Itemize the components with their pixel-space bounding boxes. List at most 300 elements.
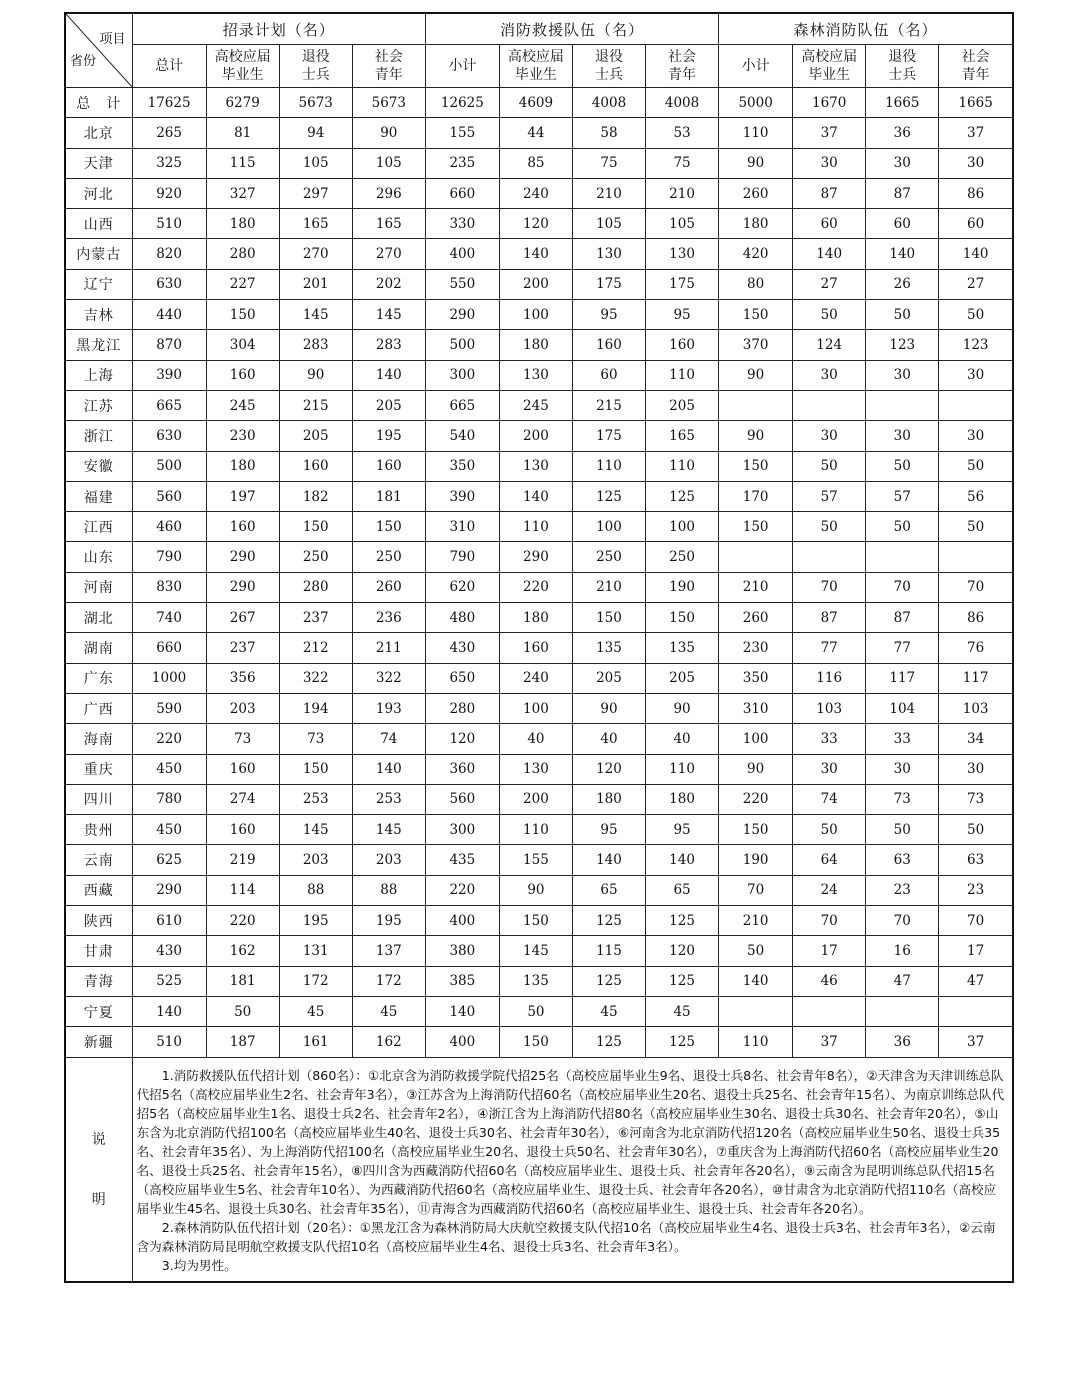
value-cell: 37 — [793, 1027, 866, 1057]
value-cell: 325 — [132, 148, 206, 178]
value-cell: 267 — [206, 603, 279, 633]
province-row — [65, 512, 1013, 542]
value-cell: 123 — [939, 330, 1013, 360]
value-cell: 625 — [132, 845, 206, 875]
province-name: 广东 — [65, 663, 132, 693]
value-cell: 30 — [793, 148, 866, 178]
value-cell: 160 — [206, 815, 279, 845]
value-cell: 180 — [206, 451, 279, 481]
value-cell: 430 — [425, 633, 499, 663]
value-cell: 50 — [206, 996, 279, 1026]
value-cell: 73 — [866, 784, 939, 814]
subheader-cell: 退役 士兵 — [279, 45, 352, 88]
value-cell: 124 — [793, 330, 866, 360]
value-cell: 150 — [719, 451, 793, 481]
value-cell: 380 — [425, 936, 499, 966]
value-cell: 160 — [646, 330, 719, 360]
value-cell: 110 — [646, 754, 719, 784]
province-row — [65, 542, 1013, 572]
value-cell: 117 — [866, 663, 939, 693]
value-cell: 57 — [793, 481, 866, 511]
value-cell: 210 — [572, 178, 645, 208]
value-cell: 36 — [866, 1027, 939, 1057]
value-cell: 77 — [793, 633, 866, 663]
value-cell: 660 — [132, 633, 206, 663]
value-cell: 37 — [793, 118, 866, 148]
value-cell: 75 — [572, 148, 645, 178]
value-cell: 131 — [279, 936, 352, 966]
value-cell: 50 — [793, 512, 866, 542]
value-cell: 150 — [499, 906, 572, 936]
value-cell: 510 — [132, 1027, 206, 1057]
value-cell: 322 — [352, 663, 425, 693]
value-cell: 103 — [939, 693, 1013, 723]
value-cell: 180 — [572, 784, 645, 814]
value-cell: 50 — [939, 300, 1013, 330]
value-cell: 780 — [132, 784, 206, 814]
value-cell: 130 — [499, 451, 572, 481]
value-cell: 125 — [646, 1027, 719, 1057]
value-cell: 260 — [719, 603, 793, 633]
value-cell: 140 — [793, 239, 866, 269]
value-cell: 205 — [572, 663, 645, 693]
value-cell: 88 — [352, 875, 425, 905]
value-cell: 165 — [279, 209, 352, 239]
value-cell: 165 — [352, 209, 425, 239]
value-cell: 105 — [279, 148, 352, 178]
value-cell: 50 — [499, 996, 572, 1026]
value-cell: 820 — [132, 239, 206, 269]
value-cell: 175 — [646, 269, 719, 299]
value-cell: 210 — [719, 572, 793, 602]
value-cell: 205 — [279, 421, 352, 451]
value-cell: 70 — [793, 906, 866, 936]
value-cell: 230 — [206, 421, 279, 451]
subheader-cell: 高校应届 毕业生 — [499, 45, 572, 88]
value-cell — [939, 996, 1013, 1026]
value-cell: 265 — [132, 118, 206, 148]
value-cell: 180 — [719, 209, 793, 239]
value-cell: 110 — [646, 451, 719, 481]
value-cell: 103 — [793, 693, 866, 723]
value-cell: 237 — [206, 633, 279, 663]
value-cell: 283 — [279, 330, 352, 360]
subheader-cell: 小计 — [425, 45, 499, 88]
value-cell: 180 — [499, 603, 572, 633]
value-cell: 50 — [939, 815, 1013, 845]
province-name: 北京 — [65, 118, 132, 148]
value-cell: 63 — [866, 845, 939, 875]
value-cell: 17 — [939, 936, 1013, 966]
value-cell: 58 — [572, 118, 645, 148]
value-cell: 290 — [206, 542, 279, 572]
value-cell: 172 — [352, 966, 425, 996]
value-cell: 260 — [352, 572, 425, 602]
value-cell: 435 — [425, 845, 499, 875]
subheader-cell: 小计 — [719, 45, 793, 88]
value-cell — [939, 542, 1013, 572]
value-cell: 210 — [719, 906, 793, 936]
province-row — [65, 451, 1013, 481]
value-cell: 117 — [939, 663, 1013, 693]
value-cell: 610 — [132, 906, 206, 936]
value-cell: 24 — [793, 875, 866, 905]
value-cell: 150 — [646, 603, 719, 633]
value-cell: 1670 — [793, 88, 866, 118]
value-cell: 215 — [572, 390, 645, 420]
value-cell: 274 — [206, 784, 279, 814]
note-paragraph-2: 2.森林消防队伍代招计划（20名）：①黑龙江含为森林消防局大庆航空救援支队代招10名（高校应届毕业生4名、退役士兵3名、社会青年3名），②云南含为森林消防局昆明航空救援支队代招10名（高校应届毕业生4名、退役士兵3名、社会青年3名）。 — [136, 1219, 996, 1254]
value-cell: 150 — [719, 300, 793, 330]
province-name: 西藏 — [65, 875, 132, 905]
value-cell — [793, 996, 866, 1026]
value-cell: 790 — [425, 542, 499, 572]
province-row — [65, 875, 1013, 905]
value-cell: 33 — [866, 724, 939, 754]
value-cell: 150 — [499, 1027, 572, 1057]
value-cell: 23 — [866, 875, 939, 905]
province-name: 辽宁 — [65, 269, 132, 299]
value-cell: 1000 — [132, 663, 206, 693]
value-cell: 104 — [866, 693, 939, 723]
province-name: 吉林 — [65, 300, 132, 330]
value-cell: 500 — [132, 451, 206, 481]
value-cell: 95 — [646, 815, 719, 845]
value-cell: 30 — [793, 360, 866, 390]
value-cell: 270 — [352, 239, 425, 269]
value-cell — [793, 542, 866, 572]
value-cell: 140 — [719, 966, 793, 996]
value-cell: 94 — [279, 118, 352, 148]
value-cell: 115 — [206, 148, 279, 178]
value-cell: 210 — [646, 178, 719, 208]
province-name: 湖南 — [65, 633, 132, 663]
province-row — [65, 330, 1013, 360]
value-cell: 140 — [499, 481, 572, 511]
value-cell: 125 — [572, 1027, 645, 1057]
value-cell: 150 — [206, 300, 279, 330]
value-cell: 182 — [279, 481, 352, 511]
value-cell: 290 — [425, 300, 499, 330]
value-cell: 100 — [572, 512, 645, 542]
subheader-cell: 退役 士兵 — [572, 45, 645, 88]
value-cell: 5673 — [352, 88, 425, 118]
subheader-cell: 社会 青年 — [352, 45, 425, 88]
value-cell: 300 — [425, 360, 499, 390]
value-cell: 4609 — [499, 88, 572, 118]
value-cell: 160 — [499, 633, 572, 663]
value-cell: 385 — [425, 966, 499, 996]
value-cell: 105 — [646, 209, 719, 239]
value-cell: 215 — [279, 390, 352, 420]
province-row — [65, 421, 1013, 451]
value-cell: 30 — [939, 754, 1013, 784]
value-cell: 60 — [939, 209, 1013, 239]
province-row — [65, 724, 1013, 754]
value-cell: 190 — [646, 572, 719, 602]
value-cell: 197 — [206, 481, 279, 511]
value-cell: 123 — [866, 330, 939, 360]
province-row — [65, 300, 1013, 330]
value-cell: 237 — [279, 603, 352, 633]
province-name: 天津 — [65, 148, 132, 178]
table-body — [65, 88, 1013, 1058]
value-cell: 95 — [572, 815, 645, 845]
value-cell: 50 — [793, 300, 866, 330]
value-cell: 30 — [939, 360, 1013, 390]
value-cell: 135 — [572, 633, 645, 663]
value-cell — [719, 390, 793, 420]
province-row — [65, 118, 1013, 148]
value-cell: 74 — [793, 784, 866, 814]
note-paragraph-3: 3.均为男性。 — [161, 1257, 237, 1273]
value-cell: 160 — [279, 451, 352, 481]
value-cell: 327 — [206, 178, 279, 208]
group-header-fire-rescue: 消防救援队伍（名） — [425, 13, 718, 45]
value-cell: 30 — [793, 421, 866, 451]
value-cell: 5673 — [279, 88, 352, 118]
province-row — [65, 603, 1013, 633]
value-cell: 90 — [499, 875, 572, 905]
subheader-cell: 高校应届 毕业生 — [206, 45, 279, 88]
value-cell: 17 — [793, 936, 866, 966]
value-cell: 296 — [352, 178, 425, 208]
value-cell: 125 — [572, 481, 645, 511]
subheader-cell: 高校应届 毕业生 — [793, 45, 866, 88]
province-row — [65, 693, 1013, 723]
province-name: 海南 — [65, 724, 132, 754]
value-cell: 85 — [499, 148, 572, 178]
province-name: 青海 — [65, 966, 132, 996]
value-cell: 210 — [572, 572, 645, 602]
value-cell: 65 — [646, 875, 719, 905]
value-cell — [939, 390, 1013, 420]
value-cell: 50 — [793, 815, 866, 845]
value-cell: 525 — [132, 966, 206, 996]
value-cell: 236 — [352, 603, 425, 633]
value-cell: 90 — [719, 754, 793, 784]
value-cell: 195 — [352, 421, 425, 451]
value-cell: 870 — [132, 330, 206, 360]
value-cell: 50 — [866, 512, 939, 542]
province-row — [65, 572, 1013, 602]
value-cell: 86 — [939, 603, 1013, 633]
value-cell: 33 — [793, 724, 866, 754]
province-name: 山西 — [65, 209, 132, 239]
value-cell: 125 — [646, 906, 719, 936]
value-cell: 120 — [646, 936, 719, 966]
value-cell: 245 — [499, 390, 572, 420]
value-cell: 165 — [646, 421, 719, 451]
province-row — [65, 360, 1013, 390]
value-cell: 70 — [793, 572, 866, 602]
value-cell: 620 — [425, 572, 499, 602]
province-name: 上海 — [65, 360, 132, 390]
value-cell: 195 — [279, 906, 352, 936]
value-cell: 40 — [572, 724, 645, 754]
value-cell: 250 — [646, 542, 719, 572]
value-cell: 240 — [499, 663, 572, 693]
value-cell: 90 — [352, 118, 425, 148]
subheader-row — [65, 45, 1013, 88]
value-cell: 125 — [646, 481, 719, 511]
value-cell: 50 — [866, 451, 939, 481]
value-cell: 220 — [425, 875, 499, 905]
province-row — [65, 390, 1013, 420]
value-cell: 130 — [646, 239, 719, 269]
value-cell: 150 — [352, 512, 425, 542]
value-cell: 145 — [279, 815, 352, 845]
value-cell: 390 — [425, 481, 499, 511]
value-cell — [793, 390, 866, 420]
value-cell: 253 — [279, 784, 352, 814]
value-cell: 115 — [572, 936, 645, 966]
value-cell: 550 — [425, 269, 499, 299]
province-name: 黑龙江 — [65, 330, 132, 360]
value-cell: 240 — [499, 178, 572, 208]
value-cell: 187 — [206, 1027, 279, 1057]
value-cell: 16 — [866, 936, 939, 966]
value-cell: 70 — [866, 906, 939, 936]
value-cell: 86 — [939, 178, 1013, 208]
value-cell: 73 — [939, 784, 1013, 814]
value-cell: 194 — [279, 693, 352, 723]
province-name: 新疆 — [65, 1027, 132, 1057]
recruitment-table — [64, 12, 1014, 1283]
value-cell: 310 — [719, 693, 793, 723]
value-cell: 110 — [499, 512, 572, 542]
value-cell: 172 — [279, 966, 352, 996]
value-cell: 180 — [499, 330, 572, 360]
value-cell: 370 — [719, 330, 793, 360]
value-cell: 440 — [132, 300, 206, 330]
value-cell: 420 — [719, 239, 793, 269]
value-cell: 76 — [939, 633, 1013, 663]
province-name: 广西 — [65, 693, 132, 723]
province-row — [65, 178, 1013, 208]
corner-item-label: 项目 — [99, 32, 126, 47]
value-cell: 90 — [646, 693, 719, 723]
value-cell: 140 — [352, 360, 425, 390]
value-cell: 100 — [499, 693, 572, 723]
value-cell: 40 — [646, 724, 719, 754]
value-cell: 195 — [352, 906, 425, 936]
value-cell: 135 — [646, 633, 719, 663]
value-cell: 590 — [132, 693, 206, 723]
value-cell: 4008 — [646, 88, 719, 118]
value-cell: 60 — [866, 209, 939, 239]
value-cell: 430 — [132, 936, 206, 966]
province-row — [65, 1027, 1013, 1057]
province-name: 总 计 — [65, 88, 132, 118]
value-cell: 250 — [279, 542, 352, 572]
value-cell: 26 — [866, 269, 939, 299]
value-cell: 280 — [279, 572, 352, 602]
value-cell: 120 — [499, 209, 572, 239]
province-row — [65, 481, 1013, 511]
value-cell: 360 — [425, 754, 499, 784]
value-cell: 50 — [866, 815, 939, 845]
value-cell: 47 — [866, 966, 939, 996]
subheader-cell: 退役 士兵 — [866, 45, 939, 88]
value-cell: 46 — [793, 966, 866, 996]
value-cell: 110 — [499, 815, 572, 845]
province-name: 安徽 — [65, 451, 132, 481]
value-cell: 65 — [572, 875, 645, 905]
value-cell: 17625 — [132, 88, 206, 118]
corner-province-label: 省份 — [70, 54, 97, 69]
value-cell: 140 — [352, 754, 425, 784]
value-cell: 145 — [352, 815, 425, 845]
value-cell: 161 — [279, 1027, 352, 1057]
province-row — [65, 148, 1013, 178]
value-cell: 45 — [279, 996, 352, 1026]
value-cell: 160 — [206, 512, 279, 542]
value-cell: 150 — [572, 603, 645, 633]
value-cell: 322 — [279, 663, 352, 693]
value-cell: 145 — [279, 300, 352, 330]
value-cell: 5000 — [719, 88, 793, 118]
province-row — [65, 633, 1013, 663]
notes-label-cell — [65, 1057, 132, 1282]
value-cell — [866, 996, 939, 1026]
value-cell: 37 — [939, 1027, 1013, 1057]
value-cell: 390 — [132, 360, 206, 390]
value-cell: 235 — [425, 148, 499, 178]
value-cell: 90 — [572, 693, 645, 723]
value-cell: 330 — [425, 209, 499, 239]
value-cell: 203 — [279, 845, 352, 875]
value-cell: 162 — [206, 936, 279, 966]
value-cell: 6279 — [206, 88, 279, 118]
corner-header-cell — [65, 13, 132, 88]
value-cell: 50 — [939, 512, 1013, 542]
value-cell: 1665 — [866, 88, 939, 118]
value-cell: 145 — [499, 936, 572, 966]
value-cell: 190 — [719, 845, 793, 875]
value-cell: 140 — [132, 996, 206, 1026]
value-cell: 110 — [719, 1027, 793, 1057]
value-cell: 304 — [206, 330, 279, 360]
province-name: 贵州 — [65, 815, 132, 845]
value-cell: 137 — [352, 936, 425, 966]
value-cell — [866, 390, 939, 420]
province-name: 河南 — [65, 572, 132, 602]
value-cell: 130 — [499, 754, 572, 784]
value-cell: 220 — [206, 906, 279, 936]
value-cell: 220 — [499, 572, 572, 602]
value-cell: 160 — [352, 451, 425, 481]
province-row — [65, 269, 1013, 299]
group-header-forest-fire: 森林消防队伍（名） — [719, 13, 1013, 45]
value-cell: 30 — [939, 148, 1013, 178]
value-cell: 180 — [646, 784, 719, 814]
value-cell: 170 — [719, 481, 793, 511]
value-cell: 150 — [719, 512, 793, 542]
value-cell: 81 — [206, 118, 279, 148]
province-row — [65, 845, 1013, 875]
subheader-cell: 总计 — [132, 45, 206, 88]
value-cell: 560 — [132, 481, 206, 511]
province-name: 江西 — [65, 512, 132, 542]
value-cell: 50 — [939, 451, 1013, 481]
province-name: 湖北 — [65, 603, 132, 633]
notes-row — [65, 1057, 1013, 1282]
value-cell: 130 — [499, 360, 572, 390]
value-cell: 88 — [279, 875, 352, 905]
value-cell: 116 — [793, 663, 866, 693]
value-cell: 60 — [572, 360, 645, 390]
